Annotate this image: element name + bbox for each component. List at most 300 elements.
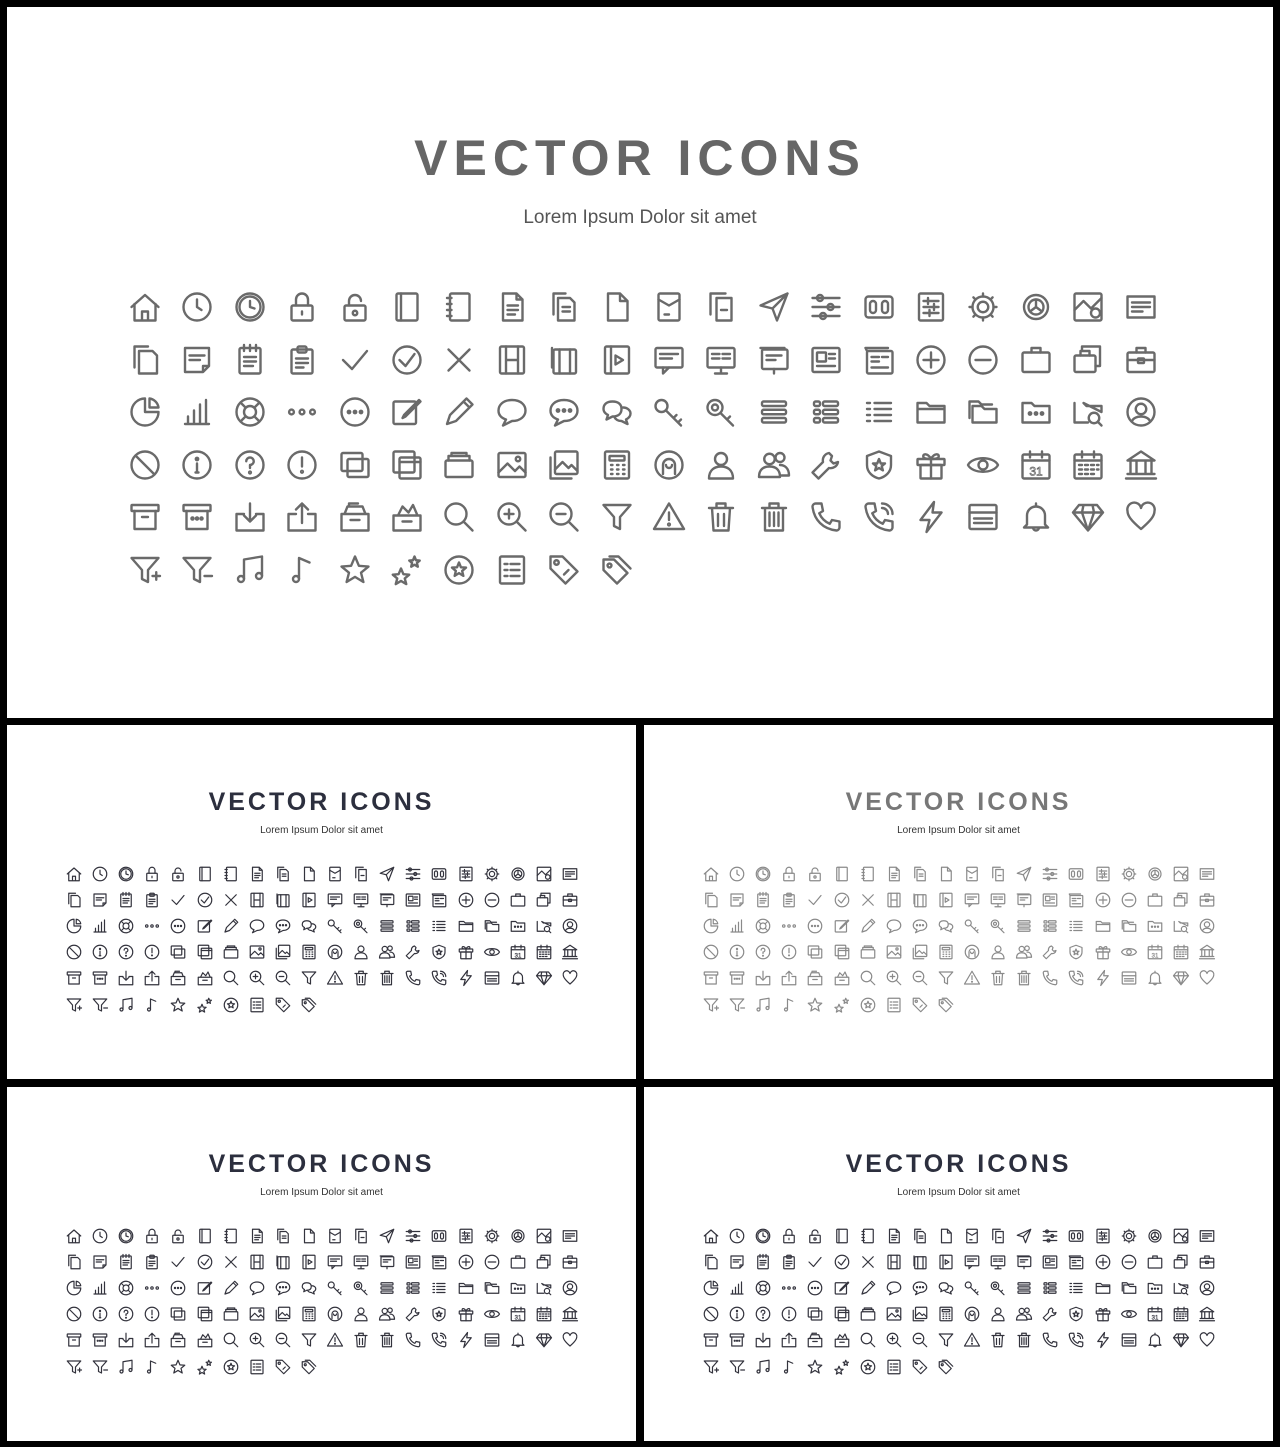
heart-icon [561,1331,579,1349]
lock-icon [143,865,161,883]
folder-search-icon [535,1279,553,1297]
more-horizontal-icon [780,917,798,935]
check-circle-icon [833,891,851,909]
zoom-in-icon [248,1331,266,1349]
clock-icon [91,865,109,883]
clock-icon [728,1227,746,1245]
menu-icon [1015,1279,1033,1297]
sliders-icon [404,865,422,883]
ticket-icon [561,865,579,883]
search-icon [441,499,477,535]
key-alt-icon [989,1279,1007,1297]
star-circle-icon [859,1358,877,1376]
image-icon [885,943,903,961]
warning-icon [326,1331,344,1349]
eye-icon [1120,1305,1138,1323]
more-circle-icon [806,917,824,935]
alert-icon [780,943,798,961]
check-circle-icon [196,891,214,909]
chat-bubble-icon [494,394,530,430]
clock-icon [728,865,746,883]
plus-circle-icon [1094,891,1112,909]
bar-chart-icon [179,394,215,430]
book-icon [389,289,425,325]
newspaper-alt-icon [430,1253,448,1271]
browser-icon [965,499,1001,535]
key-alt-icon [989,917,1007,935]
check-circle-icon [389,342,425,378]
archive-dots-icon [179,499,215,535]
box-items-icon [833,1331,851,1349]
windows-icon [169,1305,187,1323]
search-icon [859,969,877,987]
toolbox-icon [561,891,579,909]
flash-icon [913,499,949,535]
film-alt-icon [274,891,292,909]
diamond-icon [1070,499,1106,535]
toolbox-icon [1198,1253,1216,1271]
gear-icon [483,1227,501,1245]
shield-star-icon [430,1305,448,1323]
alert-icon [780,1305,798,1323]
pie-chart-icon [702,917,720,935]
edit-icon [389,394,425,430]
flash-icon [1094,969,1112,987]
pencil-icon [859,917,877,935]
clock-bold-icon [117,865,135,883]
shield-star-icon [1067,943,1085,961]
edit-icon [833,917,851,935]
more-circle-icon [806,1279,824,1297]
slide-subtitle: Lorem Ipsum Dolor sit amet [897,1187,1020,1198]
list-bold-icon [1041,1279,1059,1297]
user-icon [989,1305,1007,1323]
newspaper-alt-icon [861,342,897,378]
filter-icon [937,969,955,987]
briefcase-icon [509,1253,527,1271]
newspaper-icon [1041,891,1059,909]
list-icon [1067,1279,1085,1297]
images-icon [274,1305,292,1323]
filter-plus-icon [65,1358,83,1376]
filter-minus-icon [728,1358,746,1376]
trash-icon [989,1331,1007,1349]
archive-icon [702,969,720,987]
ticket-icon [1198,865,1216,883]
music-notes-icon [232,552,268,588]
slide-thumbnail-2 [644,725,1273,1079]
slide-title: VECTOR ICONS [414,130,866,186]
more-circle-icon [337,394,373,430]
folder-search-icon [1070,394,1106,430]
toolbox-icon [1198,891,1216,909]
bank-icon [1198,943,1216,961]
blank-page-icon [937,1227,955,1245]
key-alt-icon [352,1279,370,1297]
calculator-icon [300,1305,318,1323]
windows-alt-icon [833,943,851,961]
key-icon [326,1279,344,1297]
archive-dots-icon [728,1331,746,1349]
images-icon [274,943,292,961]
folders-icon [483,1279,501,1297]
diamond-icon [535,1331,553,1349]
filter-plus-icon [702,996,720,1014]
music-notes-icon [117,1358,135,1376]
notepad-icon [232,342,268,378]
more-circle-icon [169,1279,187,1297]
download-box-icon [117,1331,135,1349]
pie-chart-icon [127,394,163,430]
browser-icon [483,969,501,987]
trash-icon [352,969,370,987]
open-box-icon [806,1331,824,1349]
newspaper-alt-icon [430,891,448,909]
help-icon [117,1305,135,1323]
windows-icon [806,943,824,961]
calculator-icon [599,447,635,483]
note-icon [728,891,746,909]
gift-icon [457,1305,475,1323]
gear-icon [965,289,1001,325]
presentation-alt-icon [378,891,396,909]
key-icon [651,394,687,430]
clipboard-icon [143,891,161,909]
windows-alt-icon [833,1305,851,1323]
map-icon [1172,865,1190,883]
star-icon [806,996,824,1014]
zoom-out-icon [911,969,929,987]
archive-dots-icon [728,969,746,987]
list-icon [430,1279,448,1297]
menu-icon [756,394,792,430]
settings-panel-icon [457,1227,475,1245]
minus-circle-icon [483,1253,501,1271]
newspaper-alt-icon [1067,1253,1085,1271]
video-icon [937,891,955,909]
user-icon [352,943,370,961]
notebook-icon [859,1227,877,1245]
flash-icon [1094,1331,1112,1349]
note-icon [179,342,215,378]
home-icon [702,1227,720,1245]
calendar-31-icon [509,943,527,961]
more-horizontal-icon [143,1279,161,1297]
music-note-icon [143,996,161,1014]
filter-icon [300,1331,318,1349]
check-icon [337,342,373,378]
warning-icon [326,969,344,987]
presentation-icon [352,891,370,909]
close-icon [859,1253,877,1271]
map-icon [535,865,553,883]
lock-icon [780,865,798,883]
settings-panel-icon [913,289,949,325]
slide-subtitle: Lorem Ipsum Dolor sit amet [260,1187,383,1198]
windows-icon [169,943,187,961]
notepad-icon [117,891,135,909]
slide-thumbnail-1 [7,725,636,1079]
folders-icon [965,394,1001,430]
home-icon [127,289,163,325]
slide-main [7,7,1273,718]
star-icon [169,996,187,1014]
music-note-icon [780,1358,798,1376]
folders-icon [1120,1279,1138,1297]
music-notes-icon [754,996,772,1014]
presentation-alt-icon [378,1253,396,1271]
chat-dots-icon [274,917,292,935]
archive-icon [702,1331,720,1349]
film-icon [248,1253,266,1271]
message-screen-icon [963,891,981,909]
trash-icon [352,1331,370,1349]
calculator-icon [937,943,955,961]
tray-icon [222,943,240,961]
list-icon [430,917,448,935]
checklist-icon [885,1358,903,1376]
music-note-icon [143,1358,161,1376]
more-circle-icon [169,917,187,935]
gear-alt-icon [1018,289,1054,325]
gear-alt-icon [509,865,527,883]
briefcase-icon [509,891,527,909]
star-circle-icon [222,996,240,1014]
phone-icon [1041,969,1059,987]
notebook-icon [859,865,877,883]
zoom-out-icon [274,969,292,987]
presentation-alt-icon [756,342,792,378]
checklist-icon [494,552,530,588]
notepad-icon [754,891,772,909]
envelope-doc-icon [326,1227,344,1245]
envelope-doc-icon [963,865,981,883]
user-profile-icon [963,1305,981,1323]
calculator-icon [300,943,318,961]
image-icon [494,447,530,483]
filter-minus-icon [91,996,109,1014]
check-icon [806,891,824,909]
clock-icon [179,289,215,325]
heart-icon [1123,499,1159,535]
folders-icon [1120,917,1138,935]
ban-icon [65,943,83,961]
clipboard-icon [284,342,320,378]
calendar-31-icon [509,1305,527,1323]
filter-plus-icon [65,996,83,1014]
menu-icon [378,917,396,935]
phone-icon [404,1331,422,1349]
upload-box-icon [780,1331,798,1349]
map-icon [535,1227,553,1245]
folders-icon [483,917,501,935]
briefcase-icon [1018,342,1054,378]
slide-subtitle: Lorem Ipsum Dolor sit amet [260,825,383,836]
bell-icon [1146,969,1164,987]
briefcases-icon [1172,891,1190,909]
bell-icon [1018,499,1054,535]
zoom-in-icon [885,969,903,987]
envelope-doc-icon [963,1227,981,1245]
trash-alt-icon [1015,969,1033,987]
gift-icon [913,447,949,483]
toggle-panel-icon [861,289,897,325]
bell-icon [1146,1331,1164,1349]
upload-box-icon [284,499,320,535]
lifebuoy-icon [754,917,772,935]
video-icon [937,1253,955,1271]
bell-icon [509,1331,527,1349]
check-icon [169,891,187,909]
alert-icon [284,447,320,483]
newspaper-icon [808,342,844,378]
film-alt-icon [274,1253,292,1271]
lock-alt-icon [337,289,373,325]
pencil-icon [441,394,477,430]
blank-page-icon [300,865,318,883]
checklist-icon [248,1358,266,1376]
tray-icon [859,943,877,961]
info-icon [179,447,215,483]
flash-icon [457,1331,475,1349]
music-note-icon [780,996,798,1014]
gear-icon [483,865,501,883]
toolbox-icon [561,1253,579,1271]
folder-icon [913,394,949,430]
plus-circle-icon [913,342,949,378]
notebook-icon [222,1227,240,1245]
tags-icon [937,996,955,1014]
chat-bubbles-icon [300,917,318,935]
book-icon [833,865,851,883]
book-icon [196,865,214,883]
star-circle-icon [222,1358,240,1376]
minus-circle-icon [1120,891,1138,909]
flash-icon [457,969,475,987]
phone-call-icon [1067,969,1085,987]
ticket-icon [1198,1227,1216,1245]
user-icon [352,1305,370,1323]
bell-icon [509,969,527,987]
tags-icon [937,1358,955,1376]
blank-page-icon [300,1227,318,1245]
box-items-icon [833,969,851,987]
envelope-doc-icon [651,289,687,325]
bank-icon [561,1305,579,1323]
plus-circle-icon [1094,1253,1112,1271]
minus-circle-icon [965,342,1001,378]
slide-title: VECTOR ICONS [845,1150,1072,1178]
lock-icon [143,1227,161,1245]
newspaper-icon [404,891,422,909]
map-icon [1070,289,1106,325]
tray-icon [859,1305,877,1323]
filter-minus-icon [179,552,215,588]
filter-icon [300,969,318,987]
list-icon [1067,917,1085,935]
check-circle-icon [833,1253,851,1271]
images-icon [911,1305,929,1323]
close-icon [859,891,877,909]
duplicate-icon [702,891,720,909]
edit-icon [833,1279,851,1297]
home-icon [702,865,720,883]
chat-dots-icon [911,917,929,935]
tag-icon [911,1358,929,1376]
book-icon [196,1227,214,1245]
slide-title: VECTOR ICONS [845,788,1072,816]
notebook-icon [222,865,240,883]
message-screen-icon [326,1253,344,1271]
sliders-icon [808,289,844,325]
chat-dots-icon [274,1279,292,1297]
stars-icon [196,1358,214,1376]
browser-icon [1120,1331,1138,1349]
tags-icon [599,552,635,588]
key-icon [326,917,344,935]
heart-icon [561,969,579,987]
zoom-in-icon [885,1331,903,1349]
bank-icon [1123,447,1159,483]
svg-text:31: 31 [1151,953,1159,960]
pencil-icon [222,917,240,935]
paper-plane-icon [756,289,792,325]
tags-icon [300,1358,318,1376]
bank-icon [1198,1305,1216,1323]
alert-icon [143,1305,161,1323]
open-box-icon [806,969,824,987]
box-items-icon [196,969,214,987]
list-bold-icon [808,394,844,430]
warning-icon [963,969,981,987]
ban-icon [127,447,163,483]
ban-icon [702,943,720,961]
download-box-icon [117,969,135,987]
upload-box-icon [780,969,798,987]
duplicate-icon [127,342,163,378]
checklist-icon [248,996,266,1014]
presentation-alt-icon [1015,1253,1033,1271]
bar-chart-icon [728,1279,746,1297]
slide-subtitle: Lorem Ipsum Dolor sit amet [523,207,757,228]
pencil-icon [222,1279,240,1297]
check-icon [806,1253,824,1271]
briefcase-icon [1146,1253,1164,1271]
tags-icon [300,996,318,1014]
lifebuoy-icon [754,1279,772,1297]
windows-alt-icon [196,1305,214,1323]
gear-alt-icon [1146,1227,1164,1245]
film-alt-icon [546,342,582,378]
calendar-icon [1070,447,1106,483]
user-circle-icon [561,1279,579,1297]
presentation-icon [989,1253,1007,1271]
video-icon [300,891,318,909]
blank-page-icon [599,289,635,325]
users-icon [378,943,396,961]
lock-icon [780,1227,798,1245]
phone-call-icon [430,1331,448,1349]
users-icon [756,447,792,483]
archive-icon [65,1331,83,1349]
toggle-panel-icon [1067,865,1085,883]
edit-icon [196,917,214,935]
star-icon [337,552,373,588]
user-circle-icon [1198,1279,1216,1297]
images-icon [546,447,582,483]
trash-alt-icon [378,969,396,987]
key-alt-icon [352,917,370,935]
